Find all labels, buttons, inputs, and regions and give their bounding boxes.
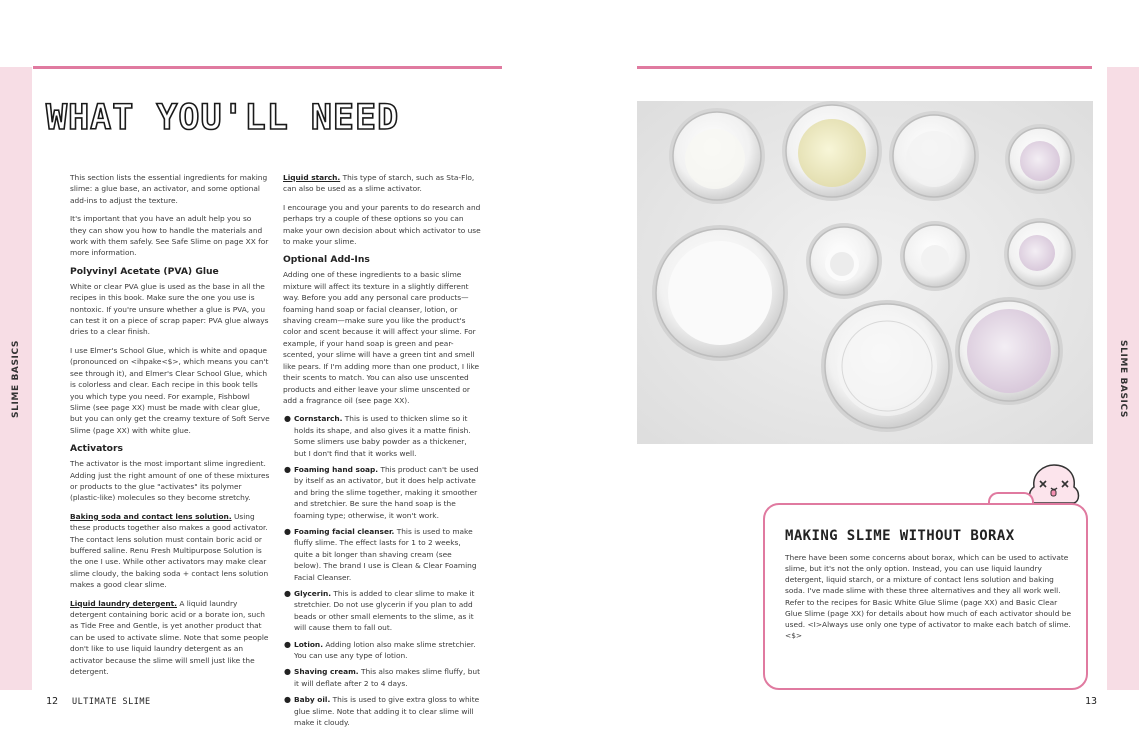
side-tab-left (0, 67, 32, 690)
laundry-text: A liquid laundry detergent containing boric acid or a borate ion, such as Tide Free and Gentle, is yet another product that can be used to activate slime. Note that some people don't like to use liquid laundry detergent as an activator because the slime will smell just like the detergent. (70, 598, 269, 677)
bullet-label: Foaming hand soap. (294, 464, 379, 474)
baking-soda-text: Using these products together also makes a good activator. The contact lens solution must contain boric acid or buffered saline. Renu Fresh Multipurpose Solution is the one I use. While other activators may make clear slime cloudy, the baking soda + contact lens solution makes a good clear slime. (70, 511, 269, 590)
sidebar-text (785, 552, 1075, 642)
bullet-text: This is used to make fluffy slime. The effect lasts for 1 to 2 weeks, quite a bit longer than shaving cream (see below). The brand I use is Clean & Clear Foaming Facial Cleanser. (294, 526, 477, 582)
bullet-text: Adding lotion also make slime stretchier. You can use any type of lotion. (294, 639, 476, 661)
baking-soda-label: Baking soda and contact lens solution. (70, 511, 232, 521)
bullet-label: Lotion. (294, 639, 323, 649)
bowl-7 (900, 221, 970, 291)
bowls-illustration (637, 101, 1093, 444)
activators-heading: Activators (70, 443, 123, 455)
starch-text: This type of starch, such as Sta-Flo, can also be used as a slime activator. (283, 173, 475, 194)
page-number-right: 13 (1085, 696, 1098, 707)
bullet-icon: ● (284, 464, 291, 474)
bowl-4 (1005, 124, 1075, 194)
list-item (283, 639, 481, 662)
bullet-icon: ● (284, 695, 291, 705)
text-column-1 (70, 172, 270, 684)
text-column-2 (283, 172, 481, 733)
laundry-label: Liquid laundry detergent. (70, 598, 177, 608)
bullet-text: This is added to clear slime to make it stretchier. Do not use glycerin if you plan to add beads or other small elements to the slime, as it will cause them to fall out. (294, 589, 475, 633)
bullet-icon: ● (284, 414, 291, 424)
activators-paragraph: The activator is the most important slime ingredient. Adding just the right amount of one of these mixtures or products to the glue "activates" its polymer (plastic-like) molecules so they become stretchy. (70, 459, 270, 503)
list-item (283, 464, 481, 521)
list-item (283, 694, 481, 728)
addins-paragraph: Adding one of these ingredients to a basic slime mixture will affect its texture in a slightly different way. Before you add any personal care products—foaming hand soap or facial cleanser, lotion, or shaving cream—make sure you like the product's color and scent because it will affect your slime. For example, if your hand soap is green and pear-scented, your slime will have a green tint and smell like pears. If I'm adding more than one product, I like their scents to match. You can also use unscented products and either leave your slime unscented or add a fragrance oil (see page XX). (283, 270, 480, 405)
bowl-2 (782, 101, 882, 201)
bullet-icon: ● (284, 667, 291, 677)
list-item (283, 588, 481, 634)
bullet-label: Glycerin. (294, 589, 332, 598)
starch-paragraph (283, 172, 481, 195)
bullet-text: This also makes slime fluffy, but it will deflate after 2 to 4 days. (294, 667, 481, 688)
top-rule-left (33, 66, 502, 69)
side-tab-right-label: SLIME BASICS (1118, 339, 1128, 418)
pva-paragraph-1: White or clear PVA glue is used as the base in all the recipes in this book. Make sure the one you use is nontoxic. If you're unsure whether a glue is PVA, you can test it on a piece of scrap paper: PVA glue always dries to a clear finish. (70, 281, 269, 337)
sidebar-paragraph-2: Refer to the recipes for Basic White Glue Slime (page XX) and Basic Clear Glue Slime (page XX) for details about how much of each activator should be used. <I>Always use only one type of activator to make each batch of slime.<$> (785, 598, 1072, 640)
list-item (283, 526, 481, 583)
bowl-10 (955, 297, 1063, 405)
pva-heading: Polyvinyl Acetate (PVA) Glue (70, 265, 219, 277)
page-number-left: 12 (46, 696, 59, 707)
bullet-label: Cornstarch. (294, 414, 343, 424)
bowls-photo (637, 101, 1093, 444)
bullet-label: Baby oil. (294, 695, 331, 705)
bullet-text: This is used to give extra gloss to white glue slime. Note that adding it to clear slime will make it cloudy. (294, 695, 480, 728)
bullet-label: Foaming facial cleanser. (294, 526, 395, 536)
bullet-text: This product can't be used by itself as an activator, but it does help activate and bring the slime together, making it smoother and stretchier. Be sure the hand soap is the foaming type; otherwise, it won't work. (294, 464, 479, 520)
top-rule-right (637, 66, 1092, 69)
list-item (283, 666, 481, 689)
pva-paragraph-2: I use Elmer's School Glue, which is white and opaque (pronounced on <ihpake<$>, which means you can't see through it), and Elmer's Clear School Glue, which is colorless and clear. Each recipe in this book tells you which type you need. For example, Fishbowl Slime (see page XX) must be made with clear glue, but you can only get the creamy texture of Soft Serve Slime (page XX) with white glue. (70, 345, 270, 435)
bullet-label: Shaving cream. (294, 667, 359, 677)
baking-soda-paragraph (70, 511, 270, 591)
bullet-icon: ● (284, 526, 291, 536)
bullet-icon: ● (284, 639, 291, 649)
bullet-text: This is used to thicken slime so it holds its shape, and also gives it a matte finish. Some slimers use baby powder as a thickener, but I don't find that it works well. (294, 414, 471, 458)
page-title: WHAT YOU'LL NEED (46, 98, 400, 138)
encourage-paragraph: I encourage you and your parents to do research and perhaps try a couple of these options so you can make your own decision about which activator to use to make your slime. (283, 202, 481, 247)
addins-list (283, 413, 481, 728)
addins-heading: Optional Add-Ins (283, 254, 370, 266)
bowl-3 (889, 111, 979, 201)
sidebar-paragraph-1: There have been some concerns about borax, which can be used to activate slime, but it's not the only option. Instead, you can use liquid laundry detergent, liquid starch, or a mixture of contact lens solution and baking soda. I've made slime with these three alternatives and they all work well. (785, 553, 1069, 595)
bullet-icon: ● (284, 589, 291, 598)
sidebar-title: MAKING SLIME WITHOUT BORAX (785, 528, 1015, 544)
bowl-9 (821, 300, 953, 432)
bowl-8 (1004, 218, 1076, 290)
side-tab-right (1107, 67, 1139, 690)
bowl-6 (806, 223, 882, 299)
bowl-1 (669, 108, 765, 204)
starch-label: Liquid starch. (283, 173, 341, 182)
intro-paragraph: This section lists the essential ingredients for making slime: a glue base, an activator, and some optional add-ins to adjust the texture. (70, 173, 268, 205)
running-title: ULTIMATE SLIME (72, 697, 151, 707)
bowl-5 (652, 225, 788, 361)
side-tab-left-label: SLIME BASICS (11, 339, 21, 418)
laundry-paragraph (70, 598, 270, 678)
list-item (283, 413, 481, 459)
adult-help-paragraph: It's important that you have an adult help you so they can show you how to handle the materials and work with them safely. See Safe Slime on page XX for more information. (70, 214, 269, 258)
